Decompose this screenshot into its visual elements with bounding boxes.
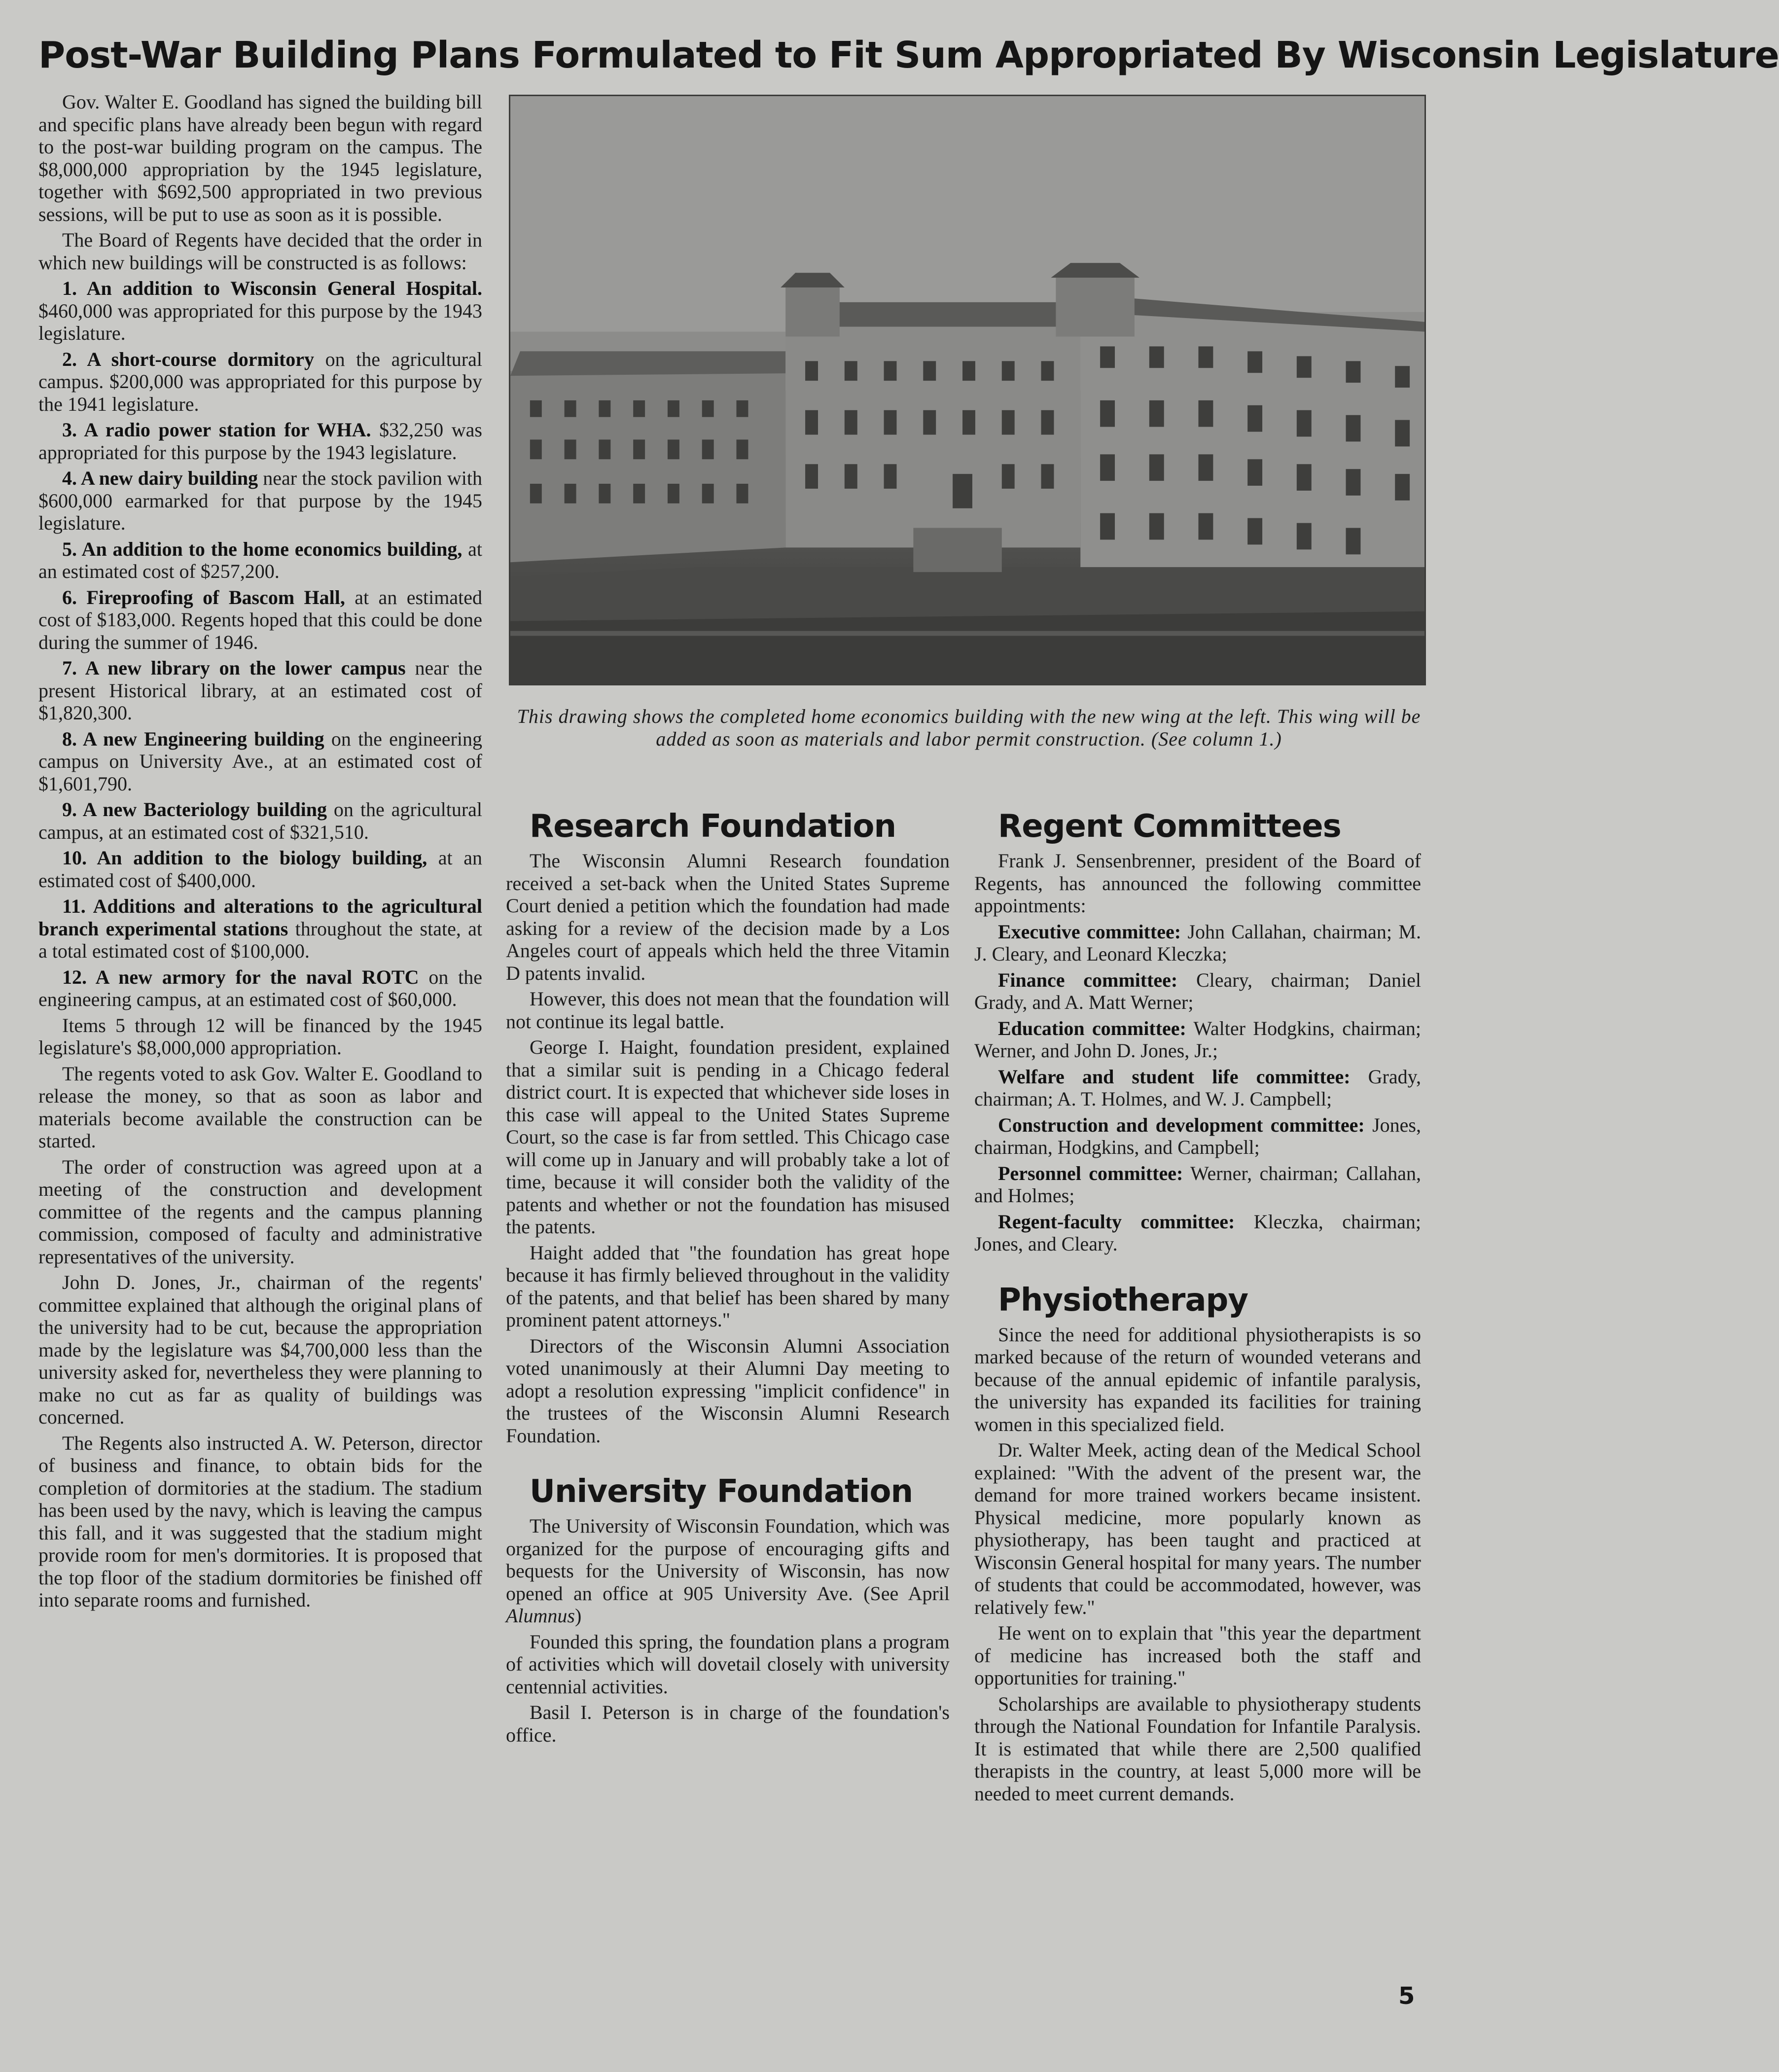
item-lead: 5. An addition to the home economics building, (62, 537, 463, 560)
committee-name: Education committee: (998, 1017, 1186, 1039)
paragraph: George I. Haight, foundation president, explained that a similar suit is pending in a Chicago federal district court. It is expected that whichever side loses in this case will appeal to the United States Supreme Court, so the case is far from settled. This Chicago case will come up in January and will probably take a lot of time, because it will consider both the validity of the patents and whether or not the foundation has misused the patents. (506, 1036, 950, 1238)
committee-members: Cleary, chairman; Daniel Grady, and A. Matt Werner; (974, 968, 1421, 1013)
list-item (38, 467, 482, 535)
page-headline: Post-War Building Plans Formulated to Fit Sum Appropriated By Wisconsin Legislature (38, 34, 1779, 76)
building-photo (509, 95, 1426, 685)
item-lead: 8. A new Engineering building (62, 727, 324, 750)
item-text: throughout the state, at a total estimated cost of $100,000. (38, 917, 482, 962)
item-lead: 3. A radio power station for WHA. (62, 419, 371, 441)
committee-item (974, 969, 1421, 1014)
item-text: near the stock pavilion with $600,000 earmarked for that purpose by the 1945 legislature. (38, 467, 483, 534)
item-text: $460,000 was appropriated for this purpose by the 1943 legislature. (38, 299, 482, 344)
item-lead: 4. A new dairy building (62, 467, 258, 489)
text-run: ) (575, 1605, 582, 1627)
list-item (38, 657, 482, 724)
item-text: on the engineering campus, at an estimated cost of $60,000. (38, 965, 482, 1010)
committee-name: Executive committee: (998, 920, 1181, 943)
column-foundations (506, 807, 950, 1750)
paragraph (506, 1515, 950, 1627)
committee-item (974, 921, 1421, 965)
italic-run: Alumnus (506, 1605, 575, 1627)
item-lead: 1. An addition to Wisconsin General Hospital. (62, 277, 482, 299)
committee-members: Werner, chairman; Callahan, and Holmes; (974, 1162, 1421, 1207)
item-text: on the agricultural campus, at an estimated cost of $321,510. (38, 798, 483, 843)
list-item (38, 798, 482, 843)
committee-members: Walter Hodgkins, chairman; Werner, and John D. Jones, Jr.; (974, 1017, 1421, 1062)
committee-members: Jones, chairman, Hodgkins, and Campbell; (974, 1113, 1421, 1158)
list-item (38, 348, 482, 416)
list-item (38, 586, 482, 654)
list-item (38, 277, 482, 345)
item-lead: 6. Fireproofing of Bascom Hall, (62, 586, 345, 608)
paragraph: Founded this spring, the foundation plans a program of activities which will dovetail closely with university centennial activities. (506, 1630, 950, 1698)
home-economics-building-drawing (510, 96, 1424, 684)
item-text: $32,250 was appropriated for this purpose by the 1943 legislature. (38, 419, 482, 464)
item-lead: 2. A short-course dormitory (62, 348, 315, 370)
paragraph: The order of construction was agreed upon at a meeting of the construction and development committee of the regents and the campus planning commission, composed of faculty and administrative representatives of the university. (38, 1155, 482, 1268)
list-item (38, 538, 482, 583)
item-text: on the agricultural campus. $200,000 was appropriated for this purpose by the 1941 legislature. (38, 348, 482, 415)
paragraph: The Regents also instructed A. W. Peterson, director of business and finance, to obtain bids for the completion of dormitories at the stadium. The stadium has been used by the navy, which is leaving the campus this fall, and it was suggested that the stadium might provide room for men's dormitories. It is proposed that the top floor of the stadium dormitories be finished off into separate rooms and furnished. (38, 1431, 482, 1611)
paragraph: He went on to explain that "this year the department of medicine has increased both the staff and opportunities for training." (974, 1622, 1421, 1689)
item-text: at an estimated cost of $400,000. (38, 847, 482, 892)
committee-members: Kleczka, chairman; Jones, and Cleary. (974, 1210, 1422, 1255)
committee-item (974, 1211, 1421, 1255)
committee-name: Regent-faculty committee: (998, 1210, 1235, 1233)
paragraph: Items 5 through 12 will be financed by the 1945 legislature's $8,000,000 appropriation. (38, 1014, 482, 1059)
list-item (38, 728, 482, 795)
page-number: 5 (1398, 1982, 1415, 2010)
committee-item (974, 1017, 1421, 1062)
committee-members: Grady, chairman; A. T. Holmes, and W. J. Campbell; (974, 1065, 1421, 1110)
column-building-plans (38, 91, 482, 1615)
paragraph: Since the need for additional physiotherapists is so marked because of the return of wounded veterans and because of the annual epidemic of infantile paralysis, the university has expanded its facilities for training women in this specialized field. (974, 1323, 1421, 1435)
paragraph: However, this does not mean that the foundation will not continue its legal battle. (506, 988, 950, 1033)
paragraph: John D. Jones, Jr., chairman of the regents' committee explained that although the original plans of the university had to be cut, because the appropriation made by the legislature was $4,700,000 less than the university asked for, nevertheless they were planning to make no cut as far as quality of buildings was concerned. (38, 1271, 482, 1428)
committee-item (974, 1066, 1421, 1110)
research-foundation-heading: Research Foundation (530, 808, 896, 845)
physiotherapy-heading: Physiotherapy (998, 1282, 1248, 1319)
item-text: at an estimated cost of $183,000. Regents hoped that this could be done during the summer of 1946. (38, 586, 482, 653)
paragraph: Dr. Walter Meek, acting dean of the Medical School explained: "With the advent of the present war, the demand for more trained workers became insistent. Physical medicine, more popularly known as physiotherapy, has been taught and practiced at Wisconsin General hospital for many years. The number of students that could be accommodated, however, was relatively few." (974, 1439, 1421, 1618)
item-lead: 7. A new library on the lower campus (62, 657, 406, 679)
item-lead: 12. A new armory for the naval ROTC (62, 965, 419, 988)
paragraph: Basil I. Peterson is in charge of the foundation's office. (506, 1701, 950, 1746)
committee-item (974, 1114, 1421, 1159)
paragraph: The Board of Regents have decided that the order in which new buildings will be constructed is as follows: (38, 229, 482, 274)
paragraph: Gov. Walter E. Goodland has signed the building bill and specific plans have already been begun with regard to the post-war building program on the campus. The $8,000,000 appropriation by the 1945 legislature, together with $692,500 appropriated in two previous sessions, will be put to use as soon as it is possible. (38, 91, 482, 225)
item-text: at an estimated cost of $257,200. (38, 537, 482, 582)
item-lead: 11. Additions and alterations to the agricultural branch experimental stations (38, 895, 482, 940)
photo-caption: This drawing shows the completed home economics building with the new wing at the left. This wing will be added as soon as materials and labor permit construction. (See column 1.) (517, 705, 1421, 750)
paragraph: The Wisconsin Alumni Research foundation received a set-back when the United States Supreme Court denied a petition which the foundation had made asking for a review of the decision made by a Los Angeles court of appeals which held the three Vitamin D patents invalid. (506, 850, 950, 984)
paragraph: Haight added that "the foundation has great hope because it has firmly believed throughout in the validity of the patents, and that belief has been shared by many prominent patent attorneys." (506, 1241, 950, 1331)
list-item (38, 419, 482, 464)
committee-members: John Callahan, chairman; M. J. Cleary, and Leonard Kleczka; (974, 920, 1421, 965)
list-item (38, 966, 482, 1011)
paragraph: Directors of the Wisconsin Alumni Association voted unanimously at their Alumni Day meeting to adopt a resolution expressing "implicit confidence" in the trustees of the Wisconsin Alumni Research Foundation. (506, 1334, 950, 1447)
item-lead: 10. An addition to the biology building, (62, 847, 427, 869)
paragraph: The regents voted to ask Gov. Walter E. Goodland to release the money, so that as soon as labor and materials become available the construction can be started. (38, 1062, 482, 1152)
committee-name: Welfare and student life committee: (998, 1065, 1351, 1088)
item-lead: 9. A new Bacteriology building (62, 798, 327, 821)
regent-committees-heading: Regent Committees (998, 808, 1341, 845)
committee-name: Finance committee: (998, 968, 1178, 991)
list-item (38, 847, 482, 892)
committee-name: Construction and development committee: (998, 1113, 1365, 1136)
committee-item (974, 1162, 1421, 1207)
text-run: The University of Wisconsin Foundation, which was organized for the purpose of encouraging gifts and bequests for the University of Wisconsin, has now opened an office at 905 University Ave. (See April (506, 1515, 950, 1605)
paragraph: Scholarships are available to physiotherapy students through the National Foundation for Infantile Paralysis. It is estimated that while there are 2,500 qualified therapists in the country, at least 5,000 more will be needed to meet current demands. (974, 1692, 1421, 1805)
committee-name: Personnel committee: (998, 1162, 1183, 1184)
university-foundation-heading: University Foundation (530, 1473, 913, 1510)
paragraph: Frank J. Sensenbrenner, president of the Board of Regents, has announced the following committee appointments: (974, 850, 1421, 917)
column-regents-physio (974, 807, 1421, 1808)
list-item (38, 895, 482, 963)
item-text: near the present Historical library, at an estimated cost of $1,820,300. (38, 657, 482, 724)
item-text: on the engineering campus on University Ave., at an estimated cost of $1,601,790. (38, 727, 482, 795)
